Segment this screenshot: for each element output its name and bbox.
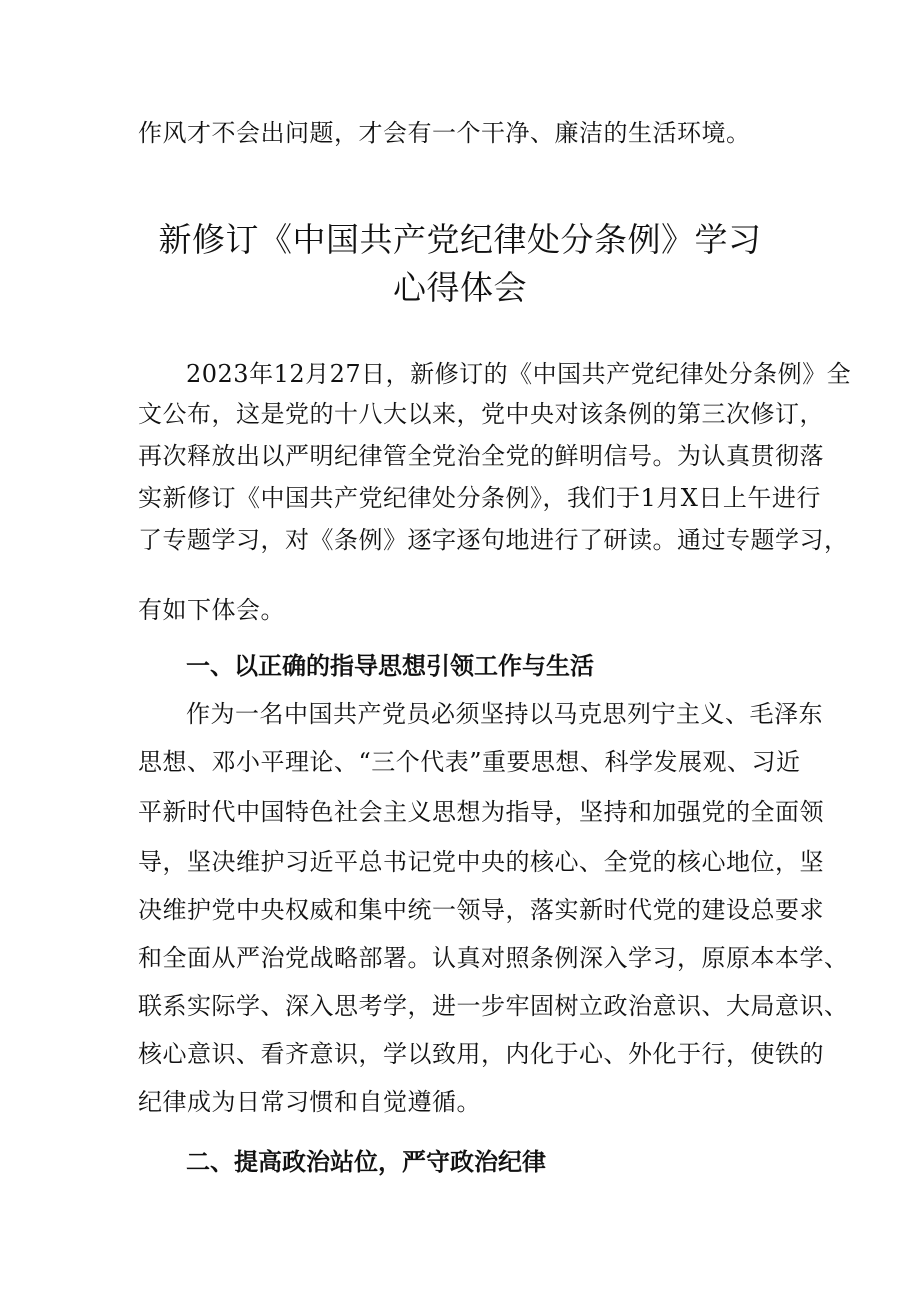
continued-paragraph-line: 作风才不会出问题，才会有一个干净、廉洁的生活环境。 — [138, 119, 751, 147]
paragraph-line: 核心意识、看齐意识，学以致用，内化于心、外化于行，使铁的 — [138, 1040, 824, 1068]
intro-line: 2023年12月27日，新修订的《中国共产党纪律处分条例》全 — [186, 360, 852, 388]
intro-line: 文公布，这是党的十八大以来，党中央对该条例的第三次修订， — [138, 400, 824, 428]
paragraph-line: 思想、邓小平理论、“三个代表”重要思想、科学发展观、习近 — [138, 748, 801, 776]
intro-line: 有如下体会。 — [138, 596, 285, 624]
paragraph-line: 和全面从严治党战略部署。认真对照条例深入学习，原原本本学、 — [138, 944, 849, 972]
section-1-heading: 一、以正确的指导思想引领工作与生活 — [186, 652, 594, 680]
document-title-line-1: 新修订《中国共产党纪律处分条例》学习 — [158, 220, 762, 259]
paragraph-line: 作为一名中国共产党员必须坚持以马克思列宁主义、毛泽东 — [186, 700, 823, 728]
paragraph-line: 导，坚决维护习近平总书记党中央的核心、全党的核心地位，坚 — [138, 848, 824, 876]
intro-line: 了专题学习，对《条例》逐字逐句地进行了研读。通过专题学习， — [138, 526, 849, 554]
intro-line: 实新修订《中国共产党纪律处分条例》，我们于1月X日上午进行 — [138, 484, 821, 512]
paragraph-line: 纪律成为日常习惯和自觉遵循。 — [138, 1088, 481, 1116]
section-2-heading: 二、提高政治站位，严守政治纪律 — [186, 1148, 546, 1176]
document-title-line-2: 心得体会 — [393, 268, 527, 307]
paragraph-line: 联系实际学、深入思考学，进一步牢固树立政治意识、大局意识、 — [138, 992, 849, 1020]
intro-line: 再次释放出以严明纪律管全党治全党的鲜明信号。为认真贯彻落 — [138, 442, 824, 470]
paragraph-line: 决维护党中央权威和集中统一领导，落实新时代党的建设总要求 — [138, 896, 824, 924]
paragraph-line: 平新时代中国特色社会主义思想为指导，坚持和加强党的全面领 — [138, 798, 824, 826]
